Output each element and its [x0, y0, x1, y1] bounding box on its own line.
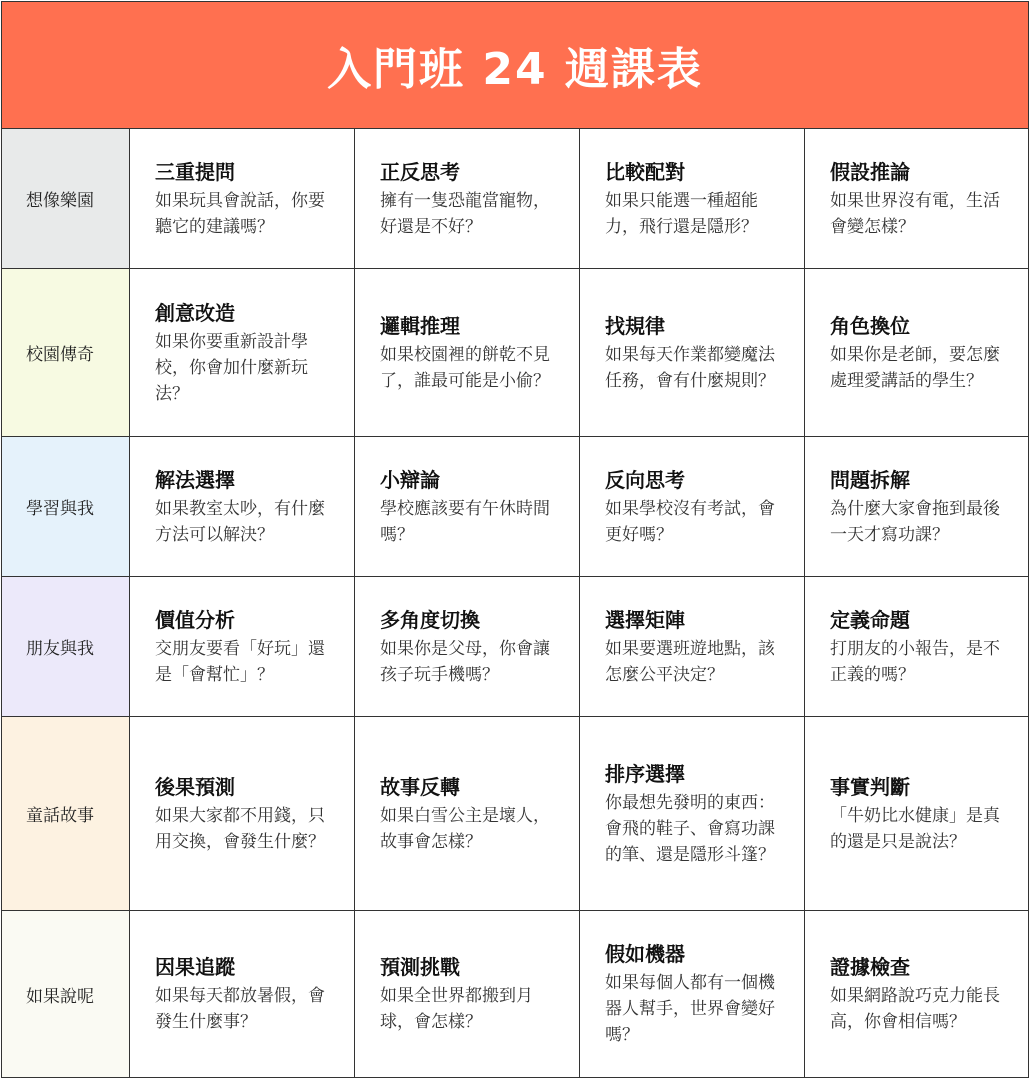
- lesson-cell: [805, 129, 1028, 268]
- lesson-title: 小辯論: [380, 467, 440, 492]
- lesson-question: 如果你是老師，要怎麼處理愛講話的學生？: [830, 344, 1000, 391]
- header-banner: [2, 2, 1028, 129]
- row-theme-label: 如果說呢: [2, 911, 130, 1077]
- lesson-title: 角色換位: [830, 313, 910, 338]
- lesson-cell: [580, 269, 805, 436]
- lesson-question: 你最想先發明的東西：會飛的鞋子、會寫功課的筆、還是隱形斗篷？: [605, 792, 775, 865]
- row-theme-label: 想像樂園: [2, 129, 130, 268]
- lesson-cell: [130, 911, 355, 1077]
- lesson-cell: [130, 437, 355, 576]
- lesson-cell: [355, 129, 580, 268]
- lesson-cell: [130, 129, 355, 268]
- schedule-row: [2, 437, 1028, 577]
- lesson-cell: [580, 577, 805, 716]
- lesson-cell: [580, 717, 805, 910]
- schedule-row: [2, 129, 1028, 269]
- lesson-title: 邏輯推理: [380, 313, 460, 338]
- lesson-question: 如果世界沒有電，生活會變怎樣？: [830, 190, 1000, 237]
- lesson-title: 反向思考: [605, 467, 685, 492]
- lesson-cell: [355, 437, 580, 576]
- lesson-question: 交朋友要看「好玩」還是「會幫忙」？: [155, 638, 325, 685]
- lesson-question: 如果大家都不用錢，只用交換，會發生什麼？: [155, 805, 325, 852]
- lesson-question: 如果網路說巧克力能長高，你會相信嗎？: [830, 986, 1000, 1032]
- schedule-grid: [2, 129, 1028, 1077]
- row-theme-label: 校園傳奇: [2, 269, 130, 436]
- lesson-cell: [355, 577, 580, 716]
- lesson-cell: [130, 717, 355, 910]
- lesson-title: 事實判斷: [830, 774, 910, 799]
- schedule-sheet: [1, 1, 1029, 1078]
- lesson-title: 價值分析: [155, 607, 235, 632]
- lesson-title: 後果預測: [155, 774, 235, 799]
- lesson-cell: [355, 717, 580, 910]
- lesson-cell: [355, 269, 580, 436]
- lesson-cell: [580, 911, 805, 1077]
- lesson-cell: [805, 269, 1028, 436]
- lesson-cell: [805, 437, 1028, 576]
- lesson-cell: [130, 577, 355, 716]
- schedule-row: [2, 911, 1028, 1077]
- lesson-cell: [805, 911, 1028, 1077]
- lesson-cell: [805, 577, 1028, 716]
- lesson-title: 假設推論: [830, 159, 910, 184]
- lesson-question: 如果你是父母，你會讓孩子玩手機嗎？: [380, 638, 550, 685]
- lesson-question: 如果每個人都有一個機器人幫手，世界會變好嗎？: [605, 973, 775, 1045]
- lesson-question: 學校應該要有午休時間嗎？: [380, 498, 550, 545]
- lesson-question: 如果玩具會說話，你要聽它的建議嗎？: [155, 190, 325, 237]
- page-title: 入門班 24 週課表: [327, 44, 703, 95]
- lesson-title: 創意改造: [155, 300, 235, 325]
- lesson-title: 因果追蹤: [155, 955, 235, 979]
- lesson-title: 多角度切換: [380, 607, 480, 632]
- lesson-question: 如果學校沒有考試，會更好嗎？: [605, 498, 775, 545]
- lesson-question: 打朋友的小報告，是不正義的嗎？: [830, 638, 1000, 685]
- lesson-question: 如果教室太吵，有什麼方法可以解決？: [155, 498, 325, 545]
- lesson-question: 如果全世界都搬到月球，會怎樣？: [380, 986, 533, 1032]
- lesson-title: 比較配對: [605, 159, 685, 184]
- row-theme-label: 學習與我: [2, 437, 130, 576]
- lesson-title: 問題拆解: [830, 467, 910, 492]
- lesson-question: 如果只能選一種超能力，飛行還是隱形？: [605, 190, 758, 237]
- schedule-row: [2, 717, 1028, 911]
- lesson-title: 排序選擇: [605, 761, 685, 786]
- lesson-title: 定義命題: [830, 607, 910, 632]
- lesson-question: 如果要選班遊地點，該怎麼公平決定？: [605, 638, 775, 685]
- lesson-title: 正反思考: [380, 159, 460, 184]
- lesson-question: 如果每天都放暑假，會發生什麼事？: [155, 986, 325, 1032]
- lesson-question: 擁有一隻恐龍當寵物，好還是不好？: [380, 190, 550, 237]
- lesson-title: 選擇矩陣: [605, 607, 685, 632]
- schedule-row: [2, 577, 1028, 717]
- lesson-title: 證據檢查: [830, 955, 910, 979]
- lesson-cell: [805, 717, 1028, 910]
- lesson-cell: [130, 269, 355, 436]
- schedule-row: [2, 269, 1028, 437]
- lesson-cell: [355, 911, 580, 1077]
- lesson-question: 為什麼大家會拖到最後一天才寫功課？: [830, 498, 1000, 545]
- lesson-title: 找規律: [605, 313, 665, 338]
- lesson-question: 如果校園裡的餅乾不見了，誰最可能是小偷？: [380, 344, 550, 391]
- lesson-title: 故事反轉: [380, 774, 460, 799]
- lesson-title: 預測挑戰: [380, 955, 460, 979]
- lesson-title: 解法選擇: [155, 467, 235, 492]
- row-theme-label: 童話故事: [2, 717, 130, 910]
- lesson-cell: [580, 129, 805, 268]
- lesson-title: 三重提問: [155, 159, 235, 184]
- lesson-cell: [580, 437, 805, 576]
- lesson-title: 假如機器: [605, 942, 685, 966]
- lesson-question: 如果每天作業都變魔法任務，會有什麼規則？: [605, 344, 775, 391]
- row-theme-label: 朋友與我: [2, 577, 130, 716]
- lesson-question: 「牛奶比水健康」是真的還是只是說法？: [830, 805, 1000, 852]
- lesson-question: 如果你要重新設計學校，你會加什麼新玩法？: [155, 331, 308, 404]
- lesson-question: 如果白雪公主是壞人，故事會怎樣？: [380, 805, 550, 852]
